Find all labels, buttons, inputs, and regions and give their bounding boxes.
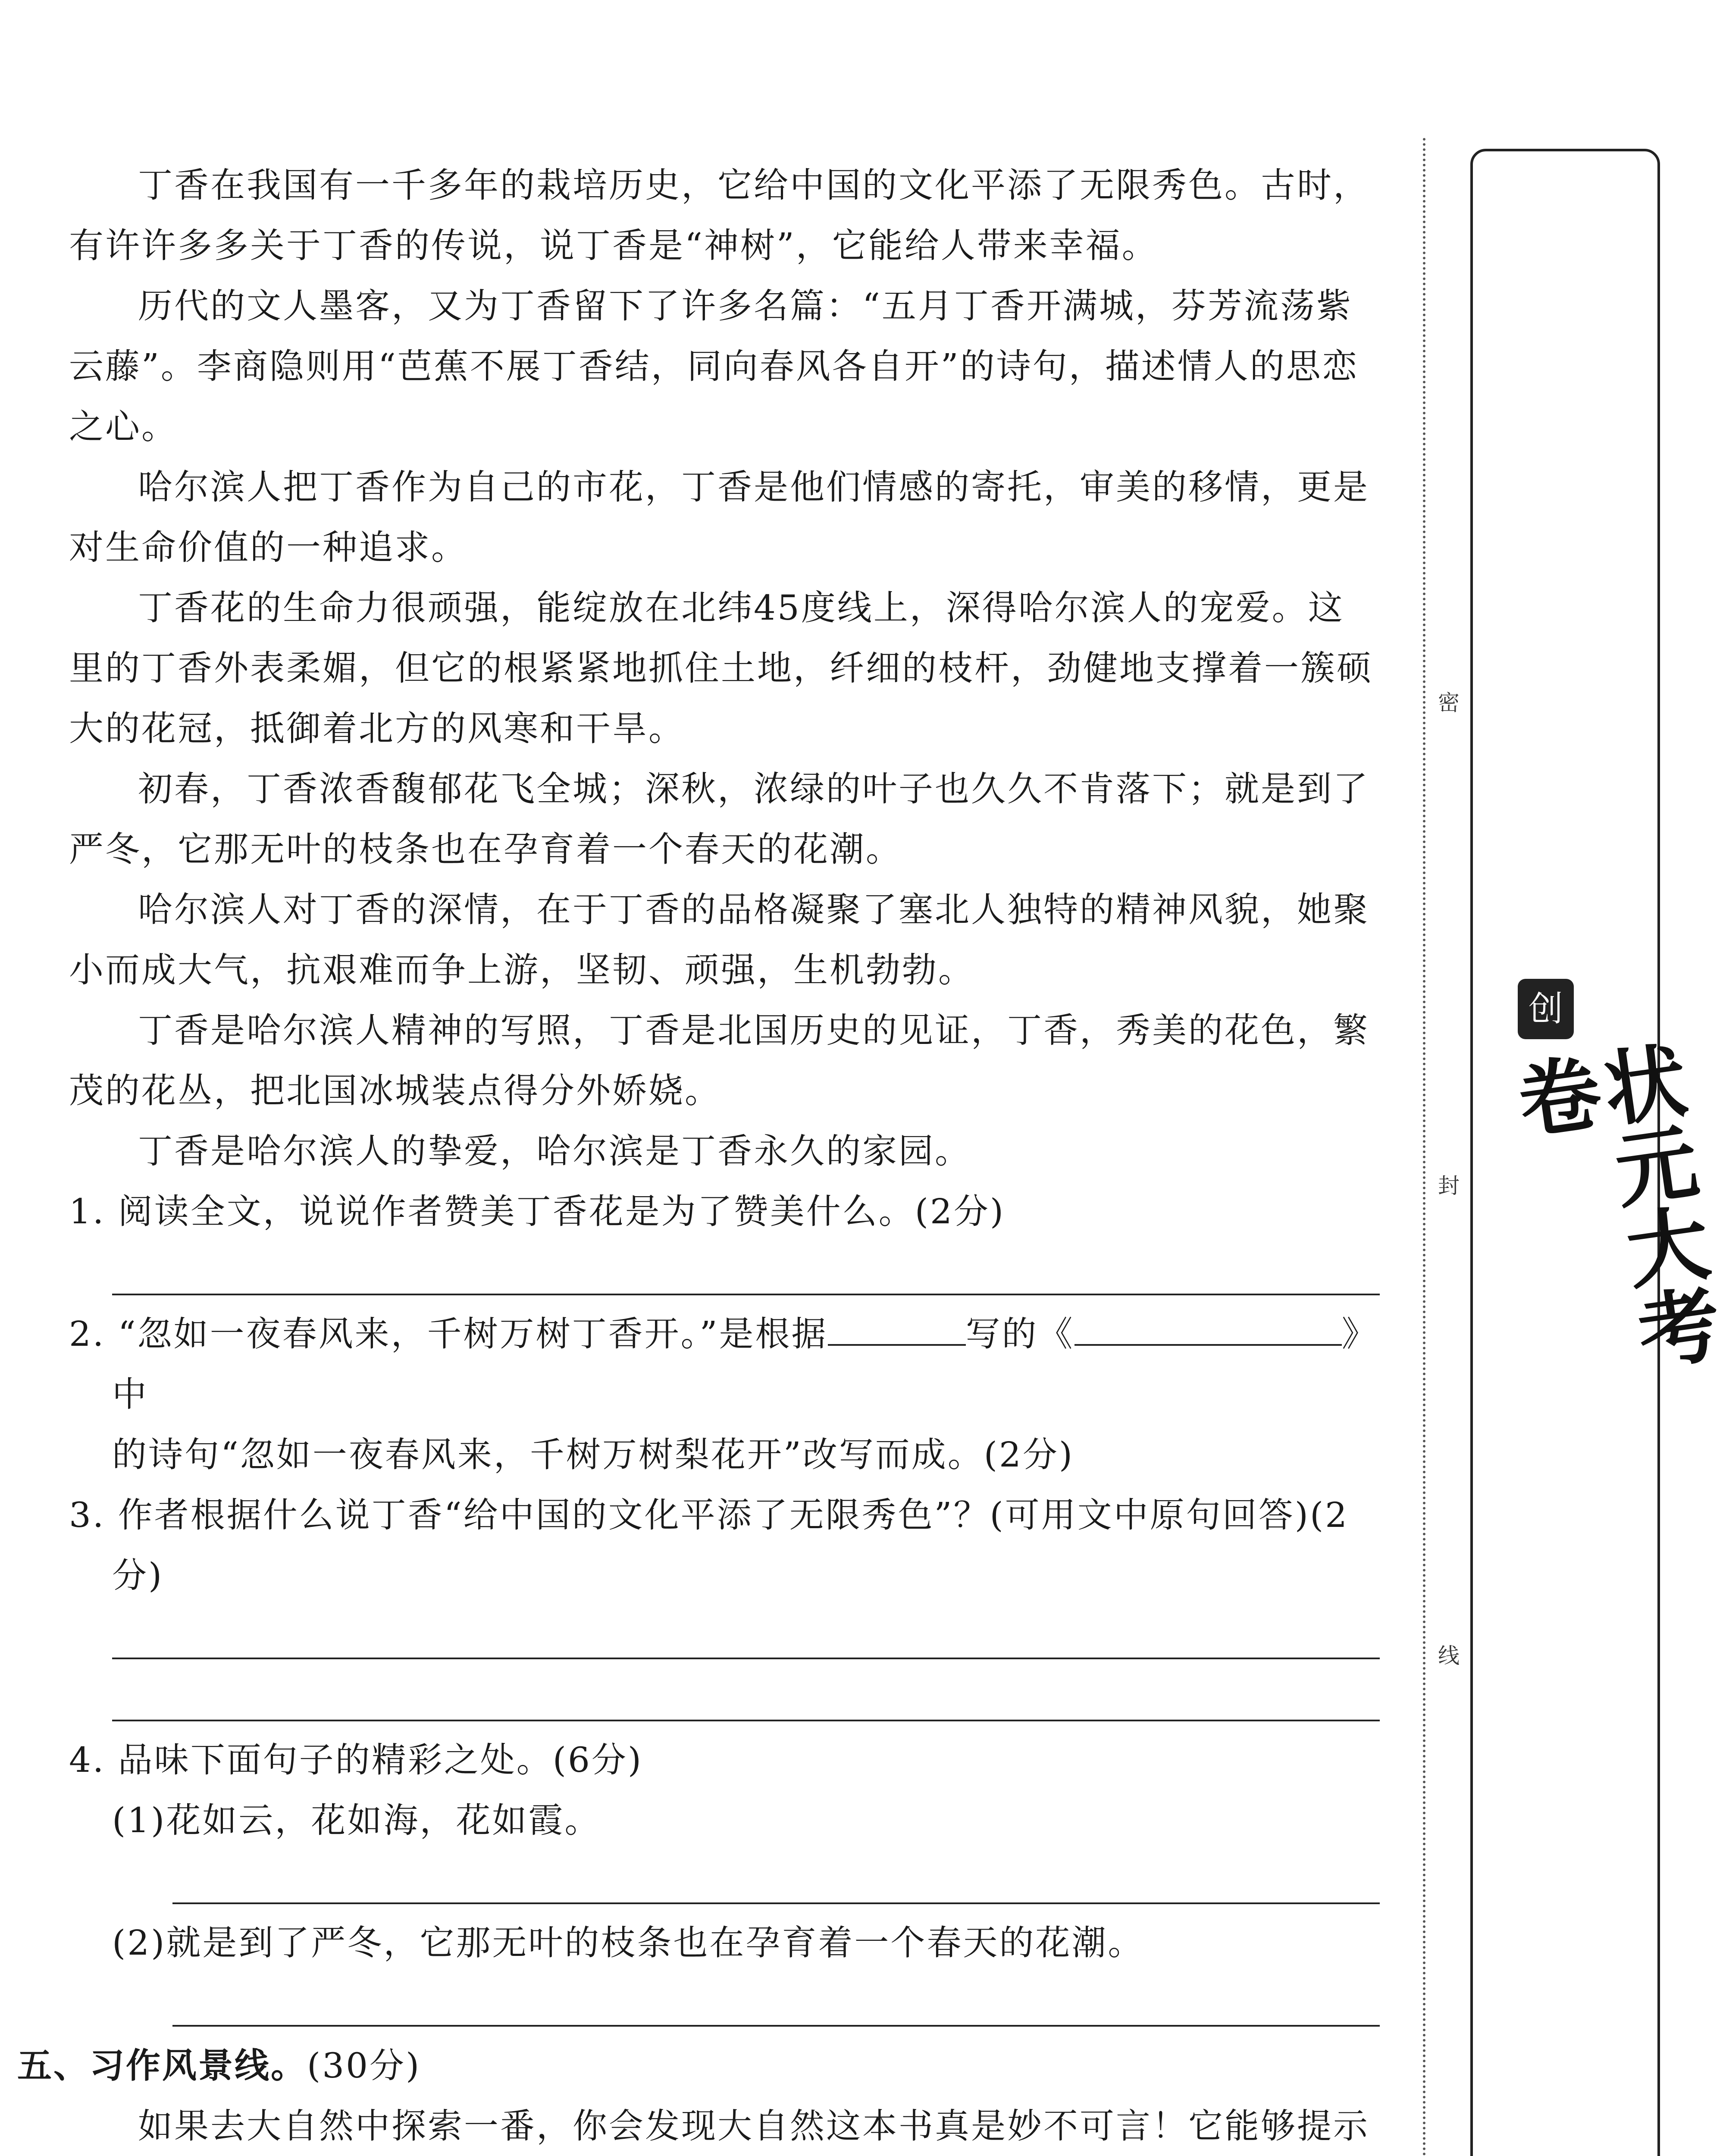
margin-label-mi: 密 <box>1438 690 1460 715</box>
question-4-2: (2)就是到了严冬，它那无叶的枝条也在孕育着一个春天的花潮。 <box>112 1923 1144 1963</box>
passage-paragraph: 丁香在我国有一千多年的栽培历史，它给中国的文化平添了无限秀色。古时，有许许多多关于丁香的传说，说丁香是“神树”，它能给人带来幸福。 <box>69 165 1369 266</box>
section-5-title: 五、习作风景线。 <box>17 2045 307 2086</box>
margin-label-feng: 封 <box>1438 1173 1460 1198</box>
logo-badge-icon: 创 <box>1518 979 1574 1039</box>
question-2 <box>69 1304 1380 1425</box>
question-1: 1. 阅读全文，说说作者赞美丁香花是为了赞美什么。(2分) <box>69 1191 1006 1232</box>
passage-paragraph: 丁香是哈尔滨人的挚爱，哈尔滨是丁香永久的家园。 <box>138 1131 971 1171</box>
blank-poem-title[interactable] <box>1074 1314 1342 1346</box>
passage-paragraph: 丁香是哈尔滨人精神的写照，丁香是北国历史的见证，丁香，秀美的花色，繁茂的花丛，把北国冰城装点得分外娇娆。 <box>69 1010 1369 1111</box>
brand-logo <box>1500 979 1726 1380</box>
blank-author[interactable] <box>828 1314 966 1346</box>
answer-line-q4-2[interactable] <box>172 1973 1380 2027</box>
question-3: 3. 作者根据什么说丁香“给中国的文化平添了无限秀色”？(可用文中原句回答)(2分) <box>69 1495 1349 1595</box>
passage-paragraph: 历代的文人墨客，又为丁香留下了许多名篇：“五月丁香开满城，芬芳流荡紫云藤”。李商隐则用“芭蕉不展丁香结，同向春风各自开”的诗句，描述情人的思恋之心。 <box>69 286 1359 447</box>
main-content <box>17 155 1380 2156</box>
q2-text-part2: 写的《 <box>965 1314 1074 1354</box>
passage-paragraph: 初春，丁香浓香馥郁花飞全城；深秋，浓绿的叶子也久久不肯落下；就是到了严冬，它那无叶的枝条也在孕育着一个春天的花潮。 <box>69 769 1369 869</box>
logo-text: 状元大考卷 <box>1500 1037 1726 1375</box>
section-5-heading <box>17 2035 1380 2096</box>
binding-dotted-line <box>1423 138 1425 2156</box>
question-4-1: (1)花如云，花如海，花如霞。 <box>112 1800 601 1840</box>
answer-line-q4-1[interactable] <box>172 1851 1380 1904</box>
question-2-line2: 的诗句“忽如一夜春风来，千树万树梨花开”改写而成。(2分) <box>112 1435 1074 1475</box>
passage-paragraph: 丁香花的生命力很顽强，能绽放在北纬45度线上，深得哈尔滨人的宠爱。这里的丁香外表柔媚，但它的根紧紧地抓住土地，纤细的枝杆，劲健地支撑着一簇硕大的花冠，抵御着北方的风寒和干旱。 <box>69 588 1373 749</box>
q2-text-part1: 2. “忽如一夜春风来，千树万树丁香开。”是根据 <box>69 1314 828 1354</box>
section-5-paragraph: 如果去大自然中探索一番，你会发现大自然这本书真是妙不可言！它能够提示 <box>138 2106 1369 2146</box>
passage-paragraph: 哈尔滨人对丁香的深情，在于丁香的品格凝聚了塞北人独特的精神风貌，她聚小而成大气，抗艰难而争上游，坚韧、顽强，生机勃勃。 <box>69 890 1369 990</box>
answer-line-q1[interactable] <box>112 1242 1380 1295</box>
answer-line-q3-b[interactable] <box>112 1668 1380 1721</box>
answer-line-q3-a[interactable] <box>112 1606 1380 1659</box>
question-4: 4. 品味下面句子的精彩之处。(6分) <box>69 1740 643 1780</box>
q2-text-part3: 》中 <box>112 1314 1378 1414</box>
section-5-score: (30分) <box>307 2046 421 2086</box>
margin-label-xian: 线 <box>1438 1643 1460 1668</box>
passage-paragraph: 哈尔滨人把丁香作为自己的市花，丁香是他们情感的寄托，审美的移情，更是对生命价值的一种追求。 <box>69 467 1369 567</box>
